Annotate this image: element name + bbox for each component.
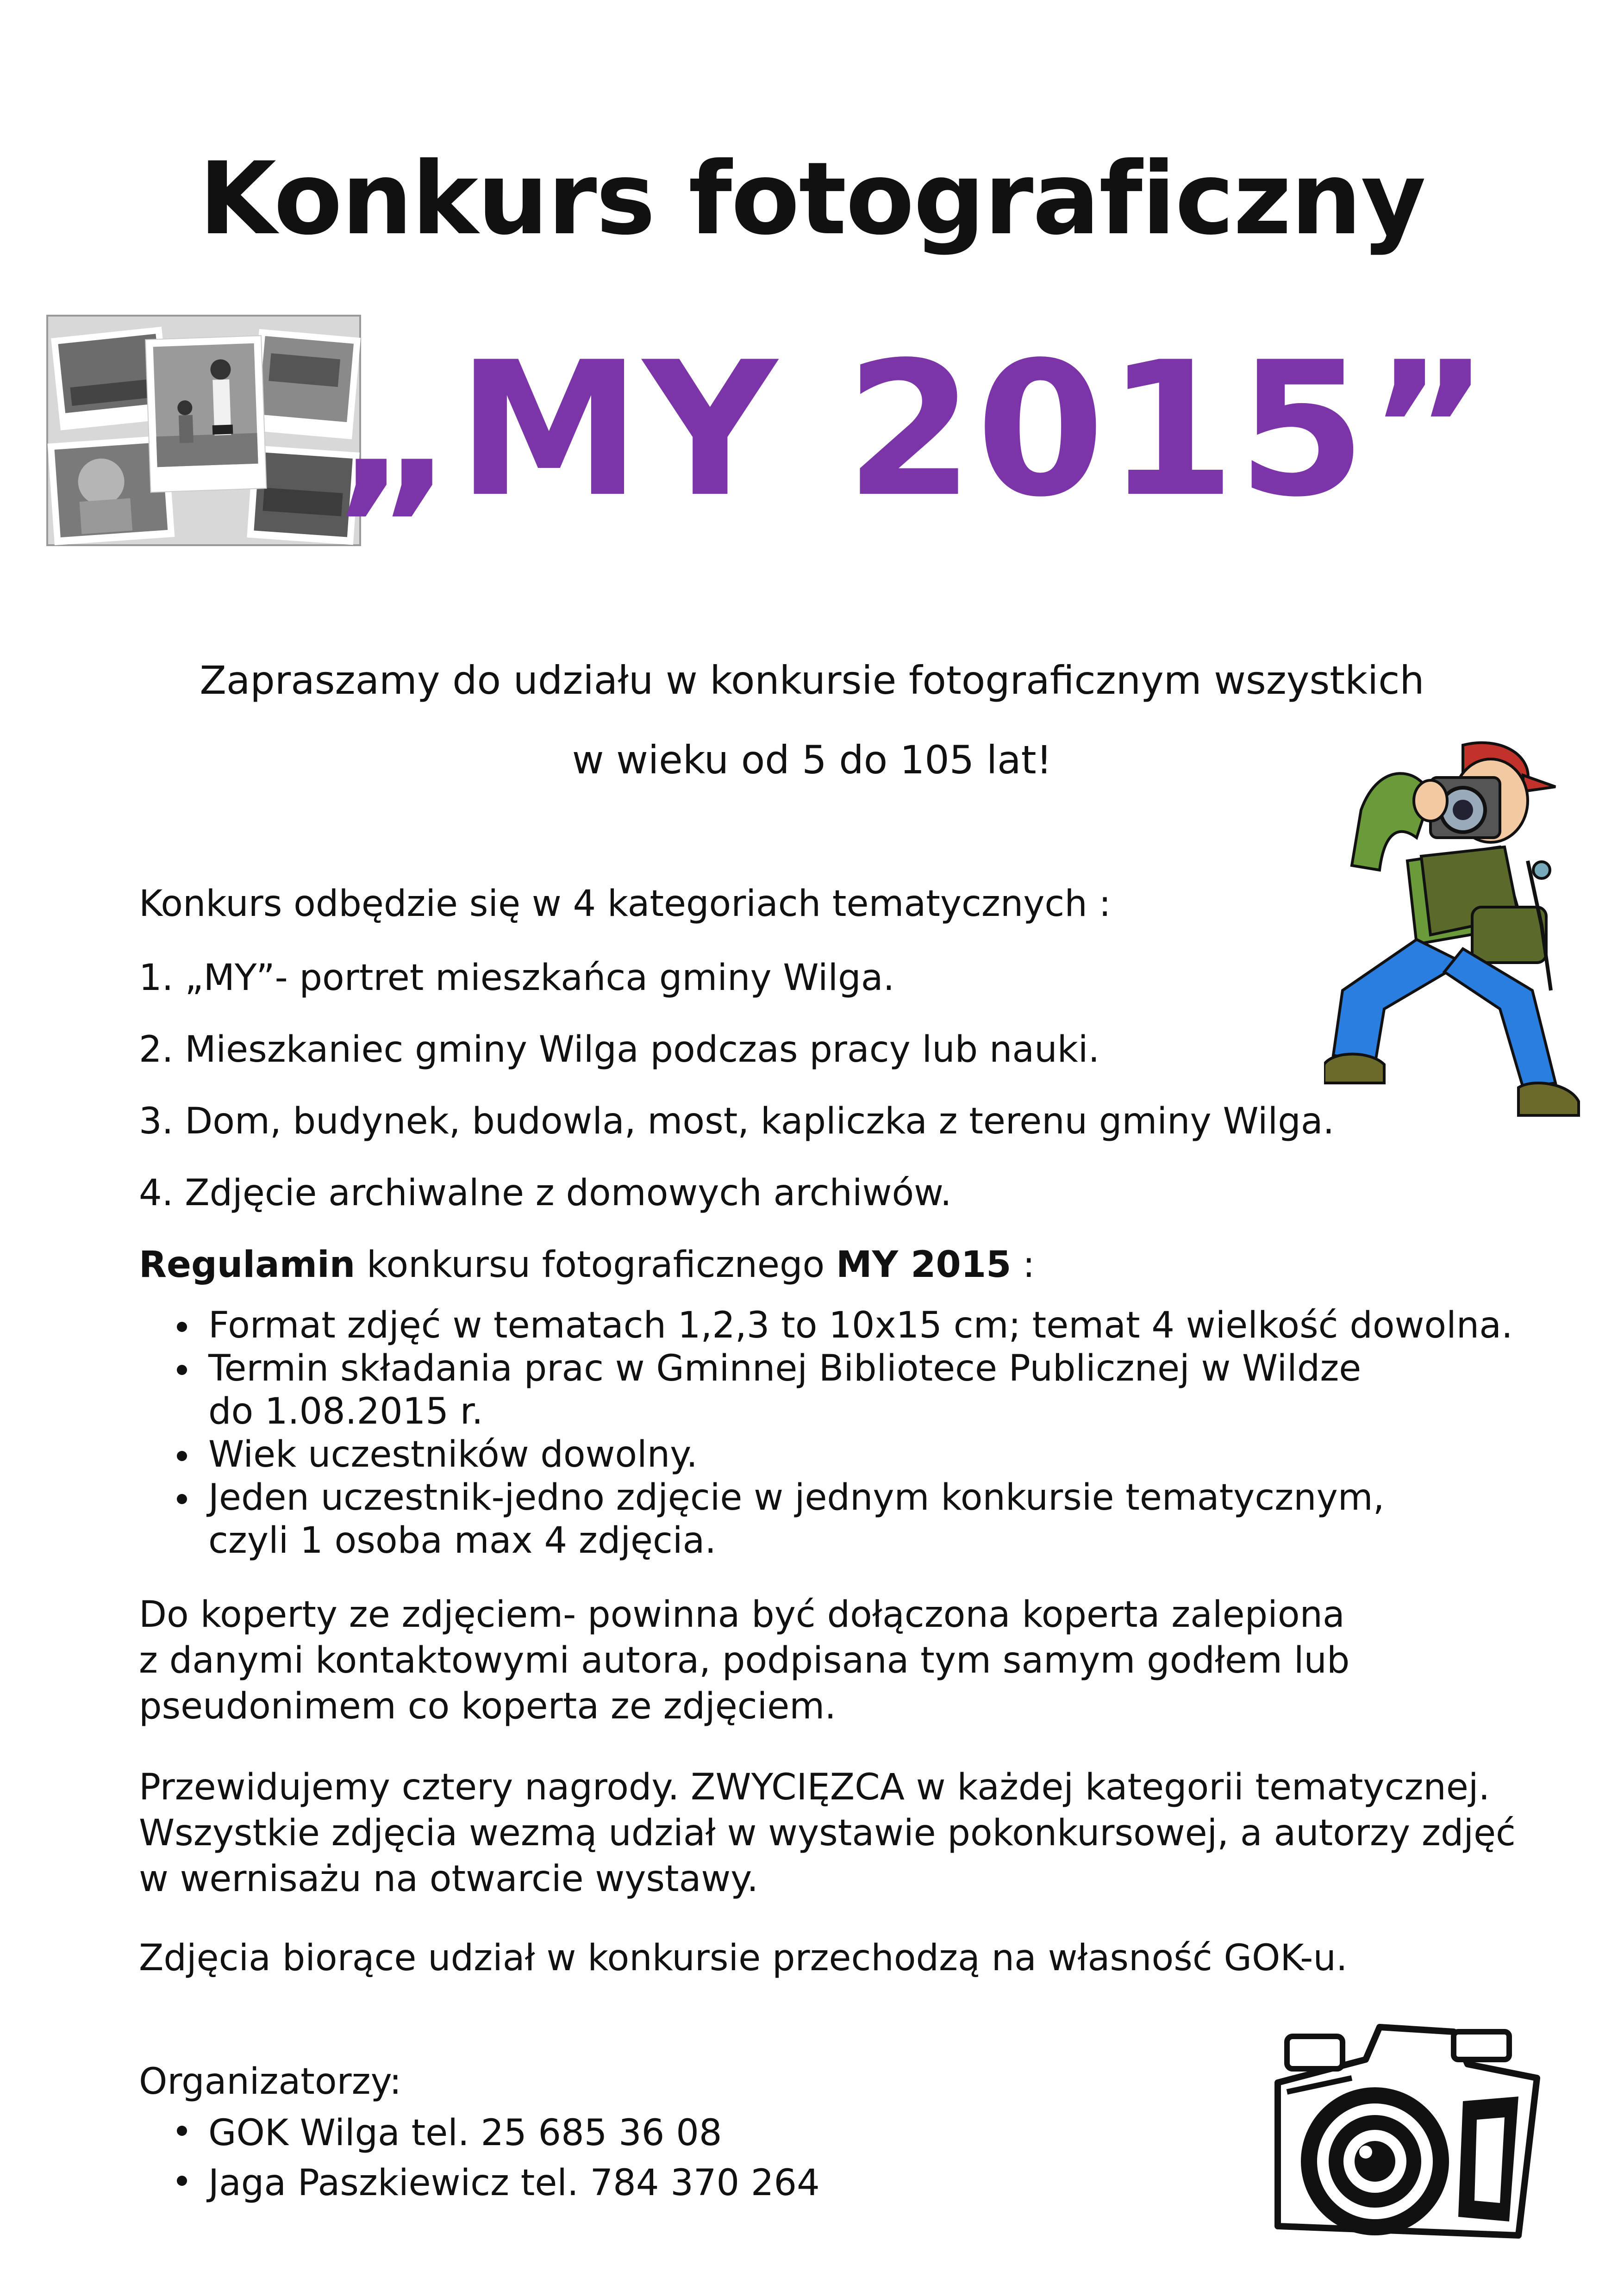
organizer-text: Jaga Paszkiewicz tel. 784 370 264	[208, 2162, 820, 2204]
prizes-paragraph	[139, 1765, 1516, 1902]
rules-heading-text: konkursu fotograficznego	[355, 1244, 837, 1286]
intro-line-1: Zapraszamy do udziału w konkursie fotograficznym wszystkich	[200, 658, 1424, 703]
rule-item	[139, 1433, 1513, 1476]
envelope-paragraph	[139, 1592, 1349, 1730]
organizer-item	[139, 2158, 820, 2208]
rules-heading-name: MY 2015	[836, 1244, 1012, 1286]
envelope-line: z danymi kontaktowymi autora, podpisana tym samym godłem lub	[139, 1640, 1350, 1681]
envelope-line: Do koperty ze zdjęciem- powinna być dołączona koperta zalepiona	[139, 1594, 1345, 1636]
page-title: Konkurs fotograficzny	[199, 141, 1425, 257]
rules-heading-end: :	[1011, 1244, 1035, 1286]
rule-text: Format zdjęć w tematach 1,2,3 to 10x15 cm; temat 4 wielkość dowolna.	[208, 1305, 1513, 1346]
organizer-item	[139, 2108, 820, 2158]
rules-heading-bold: Regulamin	[139, 1244, 356, 1286]
rules-list	[139, 1304, 1513, 1562]
intro-line-2: w wieku od 5 do 105 lat!	[572, 737, 1052, 783]
rules-heading	[139, 1243, 1035, 1288]
photo-collage-icon	[46, 315, 361, 546]
rule-text: Jeden uczestnik-jedno zdjęcie w jednym konkursie tematycznym,	[208, 1477, 1385, 1518]
camera-icon	[1259, 2009, 1546, 2249]
organizers-heading: Organizatorzy:	[139, 2061, 402, 2103]
prizes-line: w wernisażu na otwarcie wystawy.	[139, 1858, 758, 1900]
category-item: 4. Zdjęcie archiwalne z domowych archiwów.	[139, 1172, 952, 1214]
envelope-line: pseudonimem co koperta ze zdjęciem.	[139, 1686, 837, 1727]
rule-text: Wiek uczestników dowolny.	[208, 1434, 698, 1475]
contest-name: „MY 2015”	[333, 323, 1492, 538]
category-item: 2. Mieszkaniec gminy Wilga podczas pracy lub nauki.	[139, 1029, 1100, 1070]
rule-item	[139, 1476, 1513, 1562]
organizers-list	[139, 2108, 820, 2208]
rule-item	[139, 1304, 1513, 1347]
prizes-line: Wszystkie zdjęcia wezmą udział w wystawie pokonkursowej, a autorzy zdjęć	[139, 1812, 1516, 1854]
photographer-icon	[1324, 731, 1583, 1129]
rule-text: Termin składania prac w Gminnej Bibliotece Publicznej w Wildze	[208, 1348, 1362, 1389]
ownership-note: Zdjęcia biorące udział w konkursie przechodzą na własność GOK-u.	[139, 1937, 1348, 1979]
rule-item	[139, 1347, 1513, 1433]
category-item: 3. Dom, budynek, budowla, most, kapliczka z terenu gminy Wilga.	[139, 1101, 1335, 1142]
category-item: 1. „MY”- portret mieszkańca gminy Wilga.	[139, 957, 895, 999]
prizes-line: Przewidujemy cztery nagrody. ZWYCIĘZCA w każdej kategorii tematycznej.	[139, 1767, 1490, 1808]
rule-text: czyli 1 osoba max 4 zdjęcia.	[208, 1520, 717, 1562]
organizer-text: GOK Wilga tel. 25 685 36 08	[208, 2112, 722, 2154]
categories-heading: Konkurs odbędzie się w 4 kategoriach tematycznych :	[139, 883, 1111, 925]
rule-text: do 1.08.2015 r.	[208, 1391, 483, 1432]
